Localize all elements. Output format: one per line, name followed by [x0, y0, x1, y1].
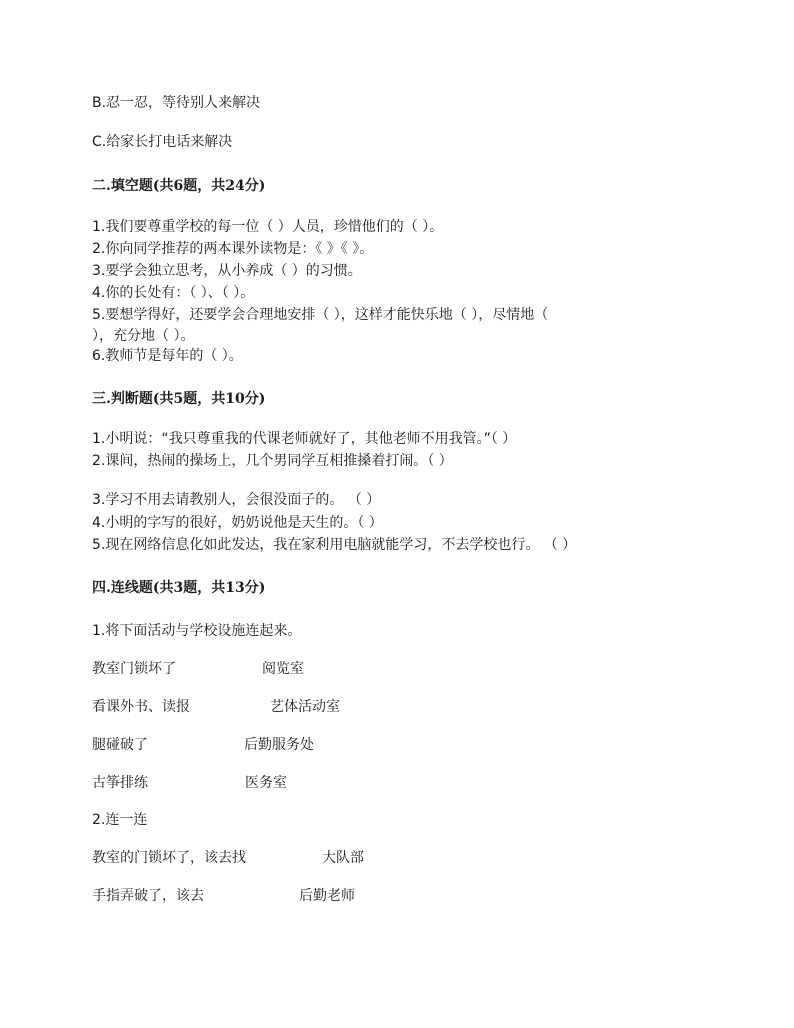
judge-question-2: 2.课间，热闹的操场上，几个男同学互相推搡着打闹。（ ）	[92, 453, 453, 469]
fill-question-6: 6.教师节是每年的（ ）。	[92, 348, 243, 364]
judge-question-1: 1.小明说：“我只尊重我的代课老师就好了，其他老师不用我管。”（ ）	[92, 431, 517, 447]
match-1-left-item: 古筝排练	[92, 775, 148, 791]
match-1-right-item: 艺体活动室	[270, 699, 340, 715]
judge-question-3: 3.学习不用去请教别人，会很没面子的。 （ ）	[92, 492, 381, 508]
section-4-heading: 四.连线题(共3题，共13分)	[92, 580, 266, 596]
match-1-right-item: 阅览室	[262, 661, 304, 677]
fill-question-1: 1.我们要尊重学校的每一位（ ）人员，珍惜他们的（ ）。	[92, 219, 444, 235]
fill-question-4: 4.你的长处有：（ ）、（ ）。	[92, 285, 255, 301]
judge-question-5: 5.现在网络信息化如此发达，我在家利用电脑就能学习，不去学校也行。 （ ）	[92, 537, 577, 553]
fill-question-2: 2.你向同学推荐的两本课外读物是：《 》《 》。	[92, 241, 374, 257]
match-2-left-item: 手指弄破了，该去	[92, 888, 204, 904]
judge-question-4: 4.小明的字写的很好，奶奶说他是天生的。（ ）	[92, 515, 383, 531]
match-2-right-item: 大队部	[322, 850, 364, 866]
section-2-heading: 二.填空题(共6题，共24分)	[92, 178, 266, 194]
match-question-1-title: 1.将下面活动与学校设施连起来。	[92, 623, 302, 639]
match-2-left-item: 教室的门锁坏了，该去找	[92, 850, 246, 866]
option-c: C.给家长打电话来解决	[92, 134, 233, 150]
match-1-left-item: 看课外书、读报	[92, 699, 190, 715]
match-question-2-title: 2.连一连	[92, 812, 148, 828]
match-1-right-item: 医务室	[245, 775, 287, 791]
match-1-left-item: 教室门锁坏了	[92, 661, 176, 677]
fill-question-5-line1: 5.要想学得好，还要学会合理地安排（ ），这样才能快乐地（ ），尽情地（	[92, 307, 549, 323]
section-3-heading: 三.判断题(共5题，共10分)	[92, 391, 266, 407]
option-b: B.忍一忍，等待别人来解决	[92, 95, 261, 111]
fill-question-3: 3.要学会独立思考，从小养成（ ）的习惯。	[92, 263, 362, 279]
fill-question-5-line2: ），充分地（ ）。	[92, 328, 195, 344]
match-1-left-item: 腿碰破了	[92, 737, 148, 753]
match-1-right-item: 后勤服务处	[244, 737, 314, 753]
match-2-right-item: 后勤老师	[299, 888, 355, 904]
